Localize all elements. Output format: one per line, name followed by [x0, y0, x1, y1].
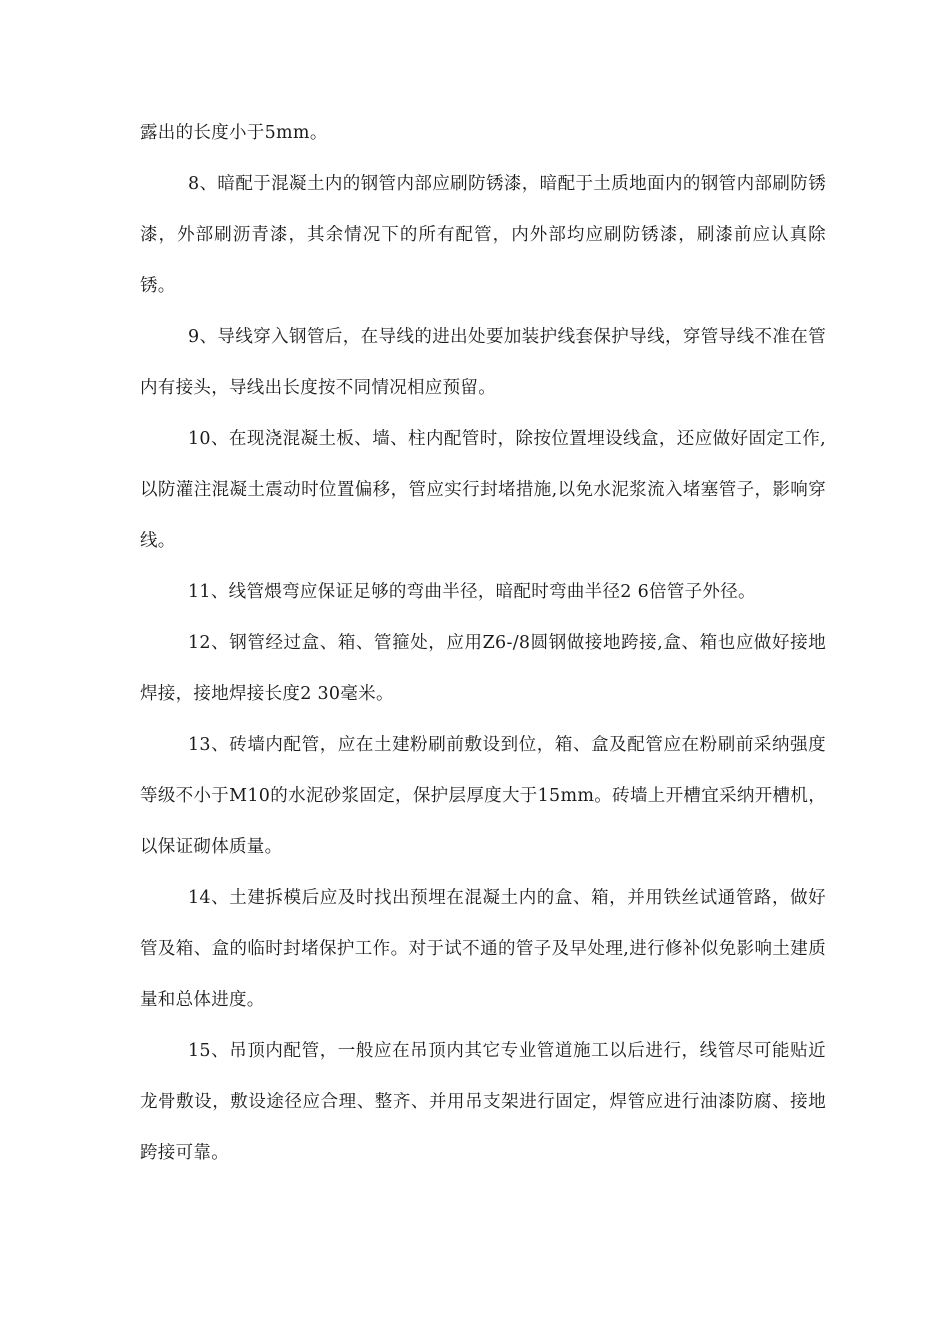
paragraph-item-8: 8、暗配于混凝土内的钢管内部应刷防锈漆，暗配于土质地面内的钢管内部刷防锈漆，外部刷沥青漆，其余情况下的所有配管，内外部均应刷防锈漆，刷漆前应认真除锈。	[140, 174, 826, 296]
paragraph-item-12: 12、钢管经过盒、箱、管箍处，应用Z6-/8圆钢做接地跨接,盒、箱也应做好接地焊接，接地焊接长度2 30毫米。	[140, 633, 826, 704]
paragraph-continuation: 露出的长度小于5mm。	[140, 123, 328, 143]
paragraph-item-14: 14、土建拆模后应及时找出预埋在混凝土内的盒、箱，并用铁丝试通管路，做好管及箱、盒的临时封堵保护工作。对于试不通的管子及早处理,进行修补似免影响土建质量和总体进度。	[140, 888, 826, 1010]
document-body	[140, 108, 826, 1179]
paragraph-item-9: 9、导线穿入钢管后，在导线的进出处要加装护线套保护导线，穿管导线不准在管内有接头，导线出长度按不同情况相应预留。	[140, 327, 826, 398]
paragraph-item-15: 15、吊顶内配管，一般应在吊顶内其它专业管道施工以后进行，线管尽可能贴近龙骨敷设，敷设途径应合理、整齐、并用吊支架进行固定，焊管应进行油漆防腐、接地跨接可靠。	[140, 1041, 826, 1163]
paragraph-item-10: 10、在现浇混凝土板、墙、柱内配管时，除按位置埋设线盒，还应做好固定工作,以防灌注混凝土震动时位置偏移，管应实行封堵措施,以免水泥浆流入堵塞管子，影响穿线。	[140, 429, 826, 551]
paragraph-item-11: 11、线管煨弯应保证足够的弯曲半径，暗配时弯曲半径2 6倍管子外径。	[188, 582, 756, 602]
paragraph-item-13: 13、砖墙内配管，应在土建粉刷前敷设到位，箱、盒及配管应在粉刷前采纳强度等级不小于M10的水泥砂浆固定，保护层厚度大于15mm。砖墙上开槽宜采纳开槽机，以保证砌体质量。	[140, 735, 826, 857]
